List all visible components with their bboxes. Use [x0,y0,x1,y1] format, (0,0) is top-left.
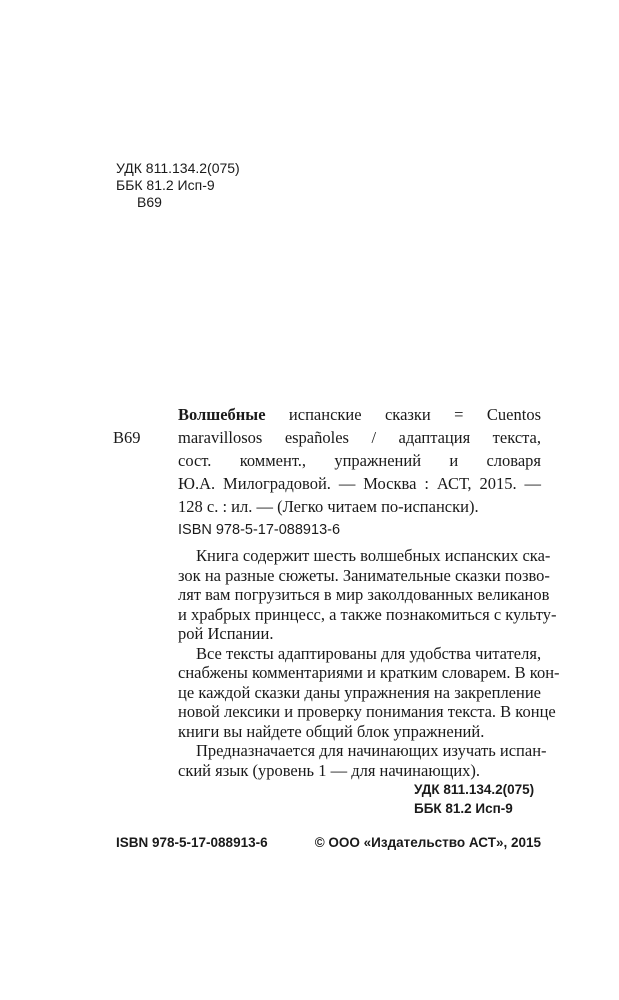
annotation-line: Предназначается для начинающих изучать испан- [196,741,547,760]
annotation-line: ский язык (уровень 1 — для начинающих). [178,760,481,780]
footer-isbn: ISBN 978-5-17-088913-6 [116,835,268,850]
annotation-line: Все тексты адаптированы для удобства читателя, [196,643,542,663]
header-bbk: ББК 81.2 Исп-9 [116,177,215,193]
bbk-code: ББК 81.2 Исп-9 [414,801,513,816]
annotation-line: снабжены комментариями и кратким словарем. В кон- [178,663,560,682]
annotation-line: Книга содержит шесть волшебных испанских ска- [196,546,551,565]
entry-line: испанские сказки = Cuentos [265,405,541,424]
annotation-line: лят вам погрузиться в мир заколдованных великанов [178,585,550,604]
annotation-line: це каждой сказки даны упражнения на закрепление [178,682,541,702]
footer-copyright: © ООО «Издательство АСТ», 2015 [314,835,541,850]
entry-isbn: ISBN 978-5-17-088913-6 [178,522,341,538]
annotation-line: рой Испании. [178,624,274,643]
annotation-line: и храбрых принцесс, а также познакомиться с культу- [178,604,557,624]
header-classification [116,160,240,211]
udk-code: УДК 811.134.2(075) [414,782,535,797]
header-author-code: В69 [137,194,162,210]
annotation-line: новой лексики и проверку понимания текста. В конце [178,702,556,721]
classification-codes [178,780,541,818]
annotation-line: книги вы найдете общий блок упражнений. [178,721,485,741]
entry-line: maravillosos españoles / адаптация текста, [178,428,541,447]
bibliographic-entry [178,403,541,518]
entry-author-code: В69 [113,428,141,447]
entry-title-bold: Волшебные [178,405,266,424]
entry-line: сост. коммент., упражнений и словаря [178,451,541,470]
annotation-line: зок на разные сюжеты. Занимательные сказки позво- [178,565,550,585]
header-udk: УДК 811.134.2(075) [116,160,240,176]
entry-line: 128 с. : ил. — (Легко читаем по-испански). [178,497,479,516]
annotation [178,546,560,780]
entry-line: Ю.А. Милоградовой. — Москва : АСТ, 2015. — [178,474,541,493]
